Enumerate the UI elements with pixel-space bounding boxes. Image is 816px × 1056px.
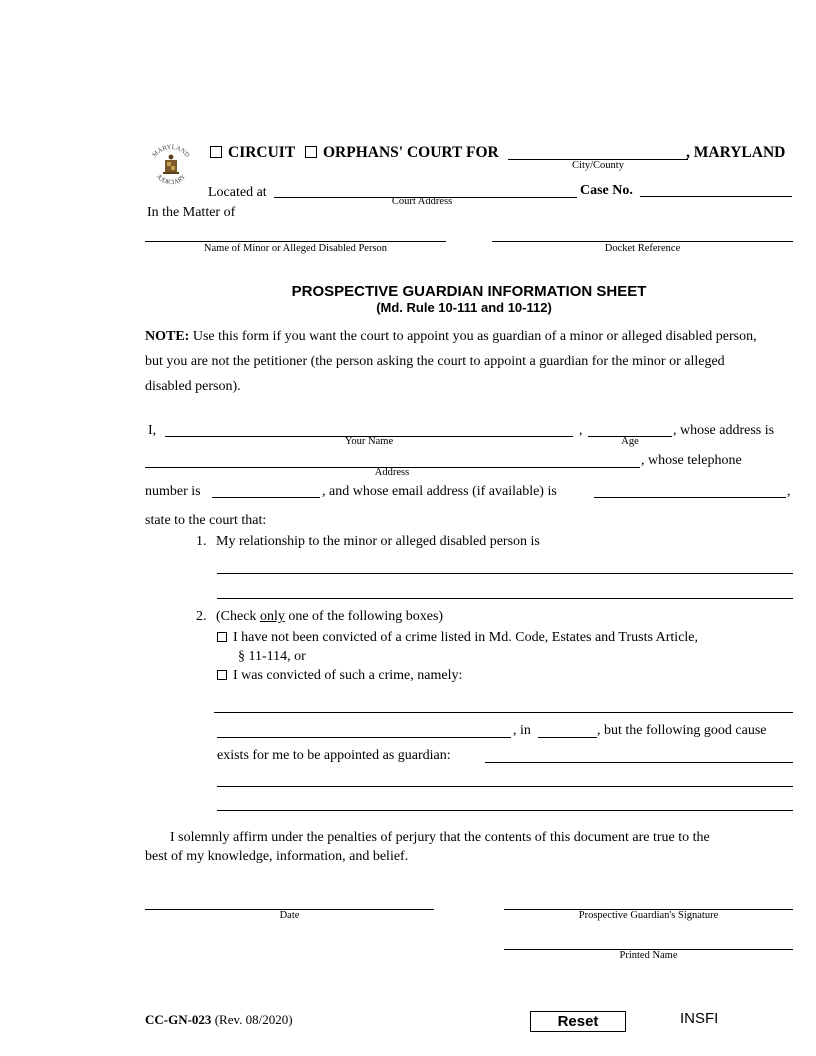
seal-text-bottom: JUDICIARY xyxy=(154,173,188,187)
state-label: state to the court that: xyxy=(145,513,267,528)
name-minor-field[interactable] xyxy=(145,241,446,242)
docket-reference-field[interactable] xyxy=(492,241,793,242)
email-field[interactable] xyxy=(594,497,786,498)
whose-telephone-label: , whose telephone xyxy=(641,453,742,468)
number-is-label: number is xyxy=(145,484,201,499)
not-convicted-text: I have not been convicted of a crime listed in Md. Code, Estates and Trusts Article, xyxy=(233,630,699,645)
crime-field-2[interactable] xyxy=(217,737,511,738)
court-address-label: Court Address xyxy=(391,196,453,207)
orphans-court-option xyxy=(305,144,499,162)
whose-address-label: , whose address is xyxy=(673,423,775,438)
date-label: Date xyxy=(279,910,300,921)
item-2-instruction xyxy=(216,609,443,625)
docket-reference-label: Docket Reference xyxy=(604,243,681,254)
relationship-field-2[interactable] xyxy=(217,598,793,599)
name-minor-label: Name of Minor or Alleged Disabled Person xyxy=(203,243,388,254)
option-not-convicted xyxy=(217,630,698,646)
good-cause-field-1[interactable] xyxy=(485,762,793,763)
note-line-2: but you are not the petitioner (the person asking the court to appoint a guardian for the minor or alleged xyxy=(145,354,725,369)
page-title: PROSPECTIVE GUARDIAN INFORMATION SHEET xyxy=(291,283,647,300)
case-no-label: Case No. xyxy=(580,183,633,198)
located-at-label: Located at xyxy=(208,185,267,200)
affirm-line-2: best of my knowledge, information, and belief. xyxy=(145,849,409,864)
email-label: , and whose email address (if available) is xyxy=(322,484,557,499)
orphans-checkbox[interactable] xyxy=(305,146,317,158)
item-1-text: My relationship to the minor or alleged disabled person is xyxy=(216,534,540,549)
item-2-post: one of the following boxes) xyxy=(284,609,444,624)
good-cause-field-3[interactable] xyxy=(217,810,793,811)
option-convicted xyxy=(217,668,462,684)
telephone-field[interactable] xyxy=(212,497,320,498)
convicted-checkbox[interactable] xyxy=(217,670,227,680)
case-no-field[interactable] xyxy=(640,196,792,197)
svg-text:JUDICIARY xyxy=(155,173,188,186)
maryland-judiciary-seal xyxy=(146,142,196,194)
in-matter-label: In the Matter of xyxy=(147,205,236,220)
item-2-pre: (Check xyxy=(216,609,260,624)
item-2-only: only xyxy=(259,609,285,624)
circuit-label: CIRCUIT xyxy=(228,144,296,161)
age-label: Age xyxy=(621,436,639,447)
exists-label: exists for me to be appointed as guardian: xyxy=(217,748,451,763)
crime-field-1[interactable] xyxy=(214,712,793,713)
seal-text-top: MARYLAND xyxy=(151,143,191,159)
comma-2: , xyxy=(787,484,791,499)
item-1-number: 1. xyxy=(196,534,207,549)
printed-name-label: Printed Name xyxy=(619,950,678,961)
affirm-line-1: I solemnly affirm under the penalties of perjury that the contents of this document are true to the xyxy=(170,830,710,845)
circuit-checkbox[interactable] xyxy=(210,146,222,158)
relationship-field-1[interactable] xyxy=(217,573,793,574)
i-label: I, xyxy=(148,423,157,438)
good-cause-label: , but the following good cause xyxy=(597,723,767,738)
orphans-label: ORPHANS' COURT FOR xyxy=(323,144,499,161)
reset-button[interactable]: Reset xyxy=(530,1011,626,1032)
note-label: NOTE: xyxy=(145,329,190,344)
form-code: INSFI xyxy=(680,1010,719,1027)
not-convicted-text-2: § 11-114, or xyxy=(238,649,306,664)
note-line-3: disabled person). xyxy=(145,379,241,394)
form-id-code: CC-GN-023 xyxy=(145,1012,212,1027)
maryland-label: , MARYLAND xyxy=(686,144,786,161)
convicted-text: I was convicted of such a crime, namely: xyxy=(233,668,463,683)
signature-label: Prospective Guardian's Signature xyxy=(578,910,719,921)
page-subtitle: (Md. Rule 10-111 and 10-112) xyxy=(376,300,552,315)
note-line-1 xyxy=(145,329,757,345)
good-cause-field-2[interactable] xyxy=(217,786,793,787)
not-convicted-checkbox[interactable] xyxy=(217,632,227,642)
form-id xyxy=(145,1012,293,1028)
form-revision: (Rev. 08/2020) xyxy=(211,1012,293,1027)
comma-1: , xyxy=(579,423,583,438)
your-name-label: Your Name xyxy=(344,436,394,447)
item-2-number: 2. xyxy=(196,609,207,624)
city-county-label: City/County xyxy=(572,160,624,171)
in-label: , in xyxy=(513,723,531,738)
note-text-1: Use this form if you want the court to appoint you as guardian of a minor or alleged disabled person, xyxy=(189,329,757,344)
circuit-court-option xyxy=(210,144,295,162)
year-field[interactable] xyxy=(538,737,597,738)
address-label: Address xyxy=(374,467,410,478)
